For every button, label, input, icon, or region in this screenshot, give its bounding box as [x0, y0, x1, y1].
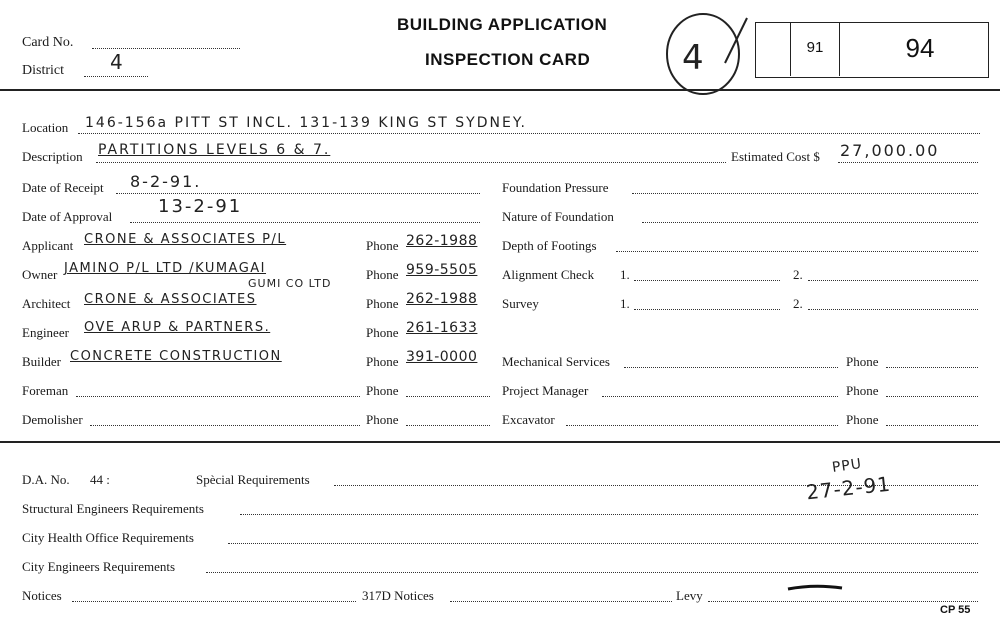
project-manager-line [602, 396, 838, 397]
city-engineers-line [206, 572, 978, 573]
alignment-num-1: 1. [620, 267, 630, 282]
middle-rule [0, 441, 1000, 443]
survey-num-1: 1. [620, 296, 630, 311]
notices-label: Notices [22, 588, 62, 603]
card-no-line [92, 48, 240, 49]
notices-317d-label: 317D Notices [362, 588, 434, 603]
nature-foundation-line [642, 222, 978, 223]
excavator-phone-label: Phone [846, 412, 879, 427]
builder-phone-label: Phone [366, 354, 399, 369]
description-line [96, 162, 726, 163]
circled-number-mark [655, 8, 755, 98]
owner-value-line2: GUMI CO LTD [248, 277, 332, 290]
builder-value: CONCRETE CONSTRUCTION [70, 349, 282, 364]
special-requirements-label: Spècial Requirements [196, 472, 310, 487]
owner-phone-label: Phone [366, 267, 399, 282]
architect-phone-value: 262-1988 [406, 291, 478, 307]
architect-value: CRONE & ASSOCIATES [84, 292, 257, 307]
excavator-label: Excavator [502, 412, 555, 427]
nature-foundation-label: Nature of Foundation [502, 209, 614, 224]
owner-label: Owner [22, 267, 58, 282]
box-large-number: 94 [905, 33, 935, 63]
builder-phone-value: 391-0000 [406, 349, 478, 365]
health-requirements-line [228, 543, 978, 544]
foreman-phone-label: Phone [366, 383, 399, 398]
date-receipt-value: 8-2-91. [130, 172, 202, 191]
foreman-line [76, 396, 360, 397]
alignment-line-1 [634, 280, 780, 281]
description-value: PARTITIONS LEVELS 6 & 7. [98, 142, 331, 158]
engineer-value: OVE ARUP & PARTNERS. [84, 320, 271, 335]
title-line-2: INSPECTION CARD [425, 50, 591, 69]
demolisher-phone-label: Phone [366, 412, 399, 427]
survey-num-2: 2. [793, 296, 803, 311]
date-receipt-label: Date of Receipt [22, 180, 104, 195]
depth-footings-label: Depth of Footings [502, 238, 597, 253]
date-approval-label: Date of Approval [22, 209, 113, 224]
levy-line [708, 601, 978, 602]
builder-label: Builder [22, 354, 61, 369]
estimated-cost-value: 27,000.00 [840, 141, 940, 160]
project-manager-phone-line [886, 396, 978, 397]
location-line [78, 133, 980, 134]
date-receipt-line [116, 193, 480, 194]
foundation-pressure-line [632, 193, 978, 194]
district-line [84, 76, 148, 77]
title-line-1: BUILDING APPLICATION [397, 15, 608, 34]
levy-label: Levy [676, 588, 703, 603]
alignment-line-2 [808, 280, 978, 281]
owner-value: JAMINO P/L LTD /KUMAGAI [64, 261, 267, 276]
location-value: 146-156a PITT ST INCL. 131-139 KING ST SYDNEY. [85, 115, 527, 131]
alignment-check-label: Alignment Check [502, 267, 595, 282]
da-no-label: D.A. No. [22, 472, 70, 487]
date-approval-value: 13-2-91 [158, 196, 243, 217]
notices-317d-line [450, 601, 672, 602]
foundation-pressure-label: Foundation Pressure [502, 180, 609, 195]
estimated-cost-line [838, 162, 978, 163]
applicant-value: CRONE & ASSOCIATES P/L [84, 232, 287, 247]
levy-dash-mark [786, 580, 846, 594]
structural-requirements-line [240, 514, 978, 515]
engineer-label: Engineer [22, 325, 69, 340]
ppu-date: 27-2-91 [804, 471, 893, 505]
survey-line-1 [634, 309, 780, 310]
applicant-phone-label: Phone [366, 238, 399, 253]
da-no-value: 44 : [90, 472, 110, 487]
applicant-phone-value: 262-1988 [406, 233, 478, 249]
survey-label: Survey [502, 296, 539, 311]
district-value: 4 [110, 50, 125, 74]
applicant-label: Applicant [22, 238, 74, 253]
excavator-line [566, 425, 838, 426]
box-small-number: 91 [806, 39, 824, 56]
demolisher-line [90, 425, 360, 426]
ppu-note: PPU [831, 455, 864, 477]
project-manager-label: Project Manager [502, 383, 589, 398]
mechanical-label: Mechanical Services [502, 354, 610, 369]
engineer-phone-value: 261-1633 [406, 320, 478, 336]
foreman-phone-line [406, 396, 490, 397]
architect-label: Architect [22, 296, 71, 311]
form-code: CP 55 [940, 604, 971, 616]
description-label: Description [22, 149, 83, 164]
header-rule [0, 89, 1000, 91]
owner-phone-value: 959-5505 [406, 262, 478, 278]
excavator-phone-line [886, 425, 978, 426]
depth-footings-line [616, 251, 978, 252]
date-approval-line [130, 222, 480, 223]
location-label: Location [22, 120, 69, 135]
survey-line-2 [808, 309, 978, 310]
mechanical-phone-label: Phone [846, 354, 879, 369]
foreman-label: Foreman [22, 383, 69, 398]
mechanical-phone-line [886, 367, 978, 368]
architect-phone-label: Phone [366, 296, 399, 311]
demolisher-label: Demolisher [22, 412, 83, 427]
alignment-num-2: 2. [793, 267, 803, 282]
estimated-cost-label: Estimated Cost $ [731, 149, 820, 164]
notices-line [72, 601, 356, 602]
engineer-phone-label: Phone [366, 325, 399, 340]
health-requirements-label: City Health Office Requirements [22, 530, 194, 545]
circled-number: 4 [682, 38, 704, 78]
project-manager-phone-label: Phone [846, 383, 879, 398]
structural-requirements-label: Structural Engineers Requirements [22, 501, 204, 516]
mechanical-line [624, 367, 838, 368]
city-engineers-label: City Engineers Requirements [22, 559, 176, 574]
card-no-label: Card No. [22, 35, 74, 50]
demolisher-phone-line [406, 425, 490, 426]
district-label: District [22, 63, 64, 78]
